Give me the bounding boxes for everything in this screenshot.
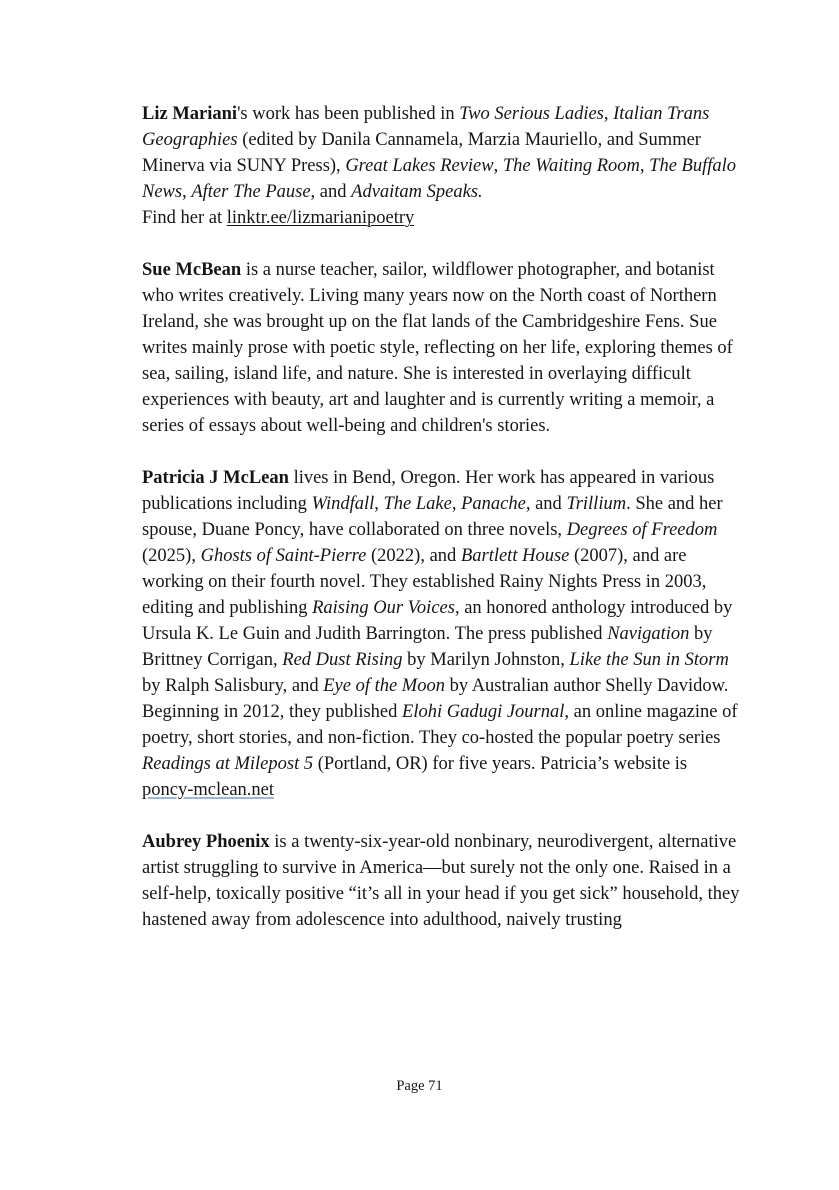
bio-paragraph-patricia-mclean [142, 465, 740, 803]
text-run: The Buffalo News [142, 156, 737, 202]
bio-paragraph-sue-mcbean [142, 257, 740, 439]
text-run: , [639, 156, 650, 176]
text-run: , and [525, 494, 567, 514]
text-run: by Brittney Corrigan, [142, 624, 713, 670]
text-run: lives in Bend, Oregon. Her work has appeared in various publications including [142, 468, 715, 514]
text-run: Like the Sun in Storm [569, 650, 729, 670]
text-run: . She and her spouse, Duane Poncy, have collaborated on three novels, [142, 494, 723, 540]
text-run: (2022), and [366, 546, 461, 566]
bio-paragraph-liz-mariani [142, 101, 740, 231]
text-run: , [182, 182, 192, 202]
text-run: Elohi Gadugi Journal [402, 702, 565, 722]
linktr-ee-link[interactable]: linktr.ee/lizmarianipoetry [226, 208, 415, 228]
text-run: , [493, 156, 503, 176]
text-run: (2025), [142, 546, 201, 566]
text-run: Panache [461, 494, 526, 514]
text-run: is a twenty-six-year-old nonbinary, neurodivergent, alternative artist struggling to survive in America—but surely not the only one. Raised in a self-help, toxically positive “it’s all in your head if you get sick” household, they hastened away from adolescence into adulthood, naively trusting [142, 832, 740, 930]
text-run: Ghosts of Saint-Pierre [200, 546, 367, 566]
text-run: Italian Trans Geographies [142, 104, 710, 150]
text-run: Bartlett House [460, 546, 570, 566]
text-run: (edited by Danila Cannamela, Marzia Mauriello, and Summer Minerva via SUNY Press), [142, 130, 701, 176]
text-run: , [603, 104, 614, 124]
text-run: Navigation [607, 624, 690, 644]
text-run: 's work has been published in [237, 104, 460, 124]
bio-paragraph-aubrey-phoenix [142, 829, 740, 933]
text-run: Raising Our Voices [312, 598, 455, 618]
text-run: After The Pause [191, 182, 311, 202]
text-run: is a nurse teacher, sailor, wildflower photographer, and botanist who writes creatively. Living many years now on the North coast of Northern Ireland, she was brought up on the flat lands of the Cambridgeshire Fens. Sue writes mainly prose with poetic style, reflecting on her life, exploring themes of sea, sailing, island life, and nature. She is interested in overlaying difficult experiences with beauty, art and laughter and is currently writing a memoir, a series of essays about well-being and children's stories. [142, 260, 733, 436]
text-run: Eye of the Moon [323, 676, 445, 696]
text-run: , [451, 494, 462, 514]
poncy-mclean-link[interactable]: poncy-mclean.net [142, 780, 275, 800]
text-run: The Waiting Room [502, 156, 640, 176]
author-name-liz-mariani: Liz Mariani [142, 104, 238, 124]
text-run: Readings at Milepost 5 [142, 754, 314, 774]
page-body-text [142, 101, 740, 959]
text-run: Find her at [142, 208, 227, 228]
text-run: (2007), and are working on their fourth novel. They established Rainy Nights Press in 2003, editing and publishing [142, 546, 707, 618]
text-run: by Ralph Salisbury, and [142, 676, 324, 696]
author-name-patricia-mclean: Patricia J McLean [142, 468, 289, 488]
text-run: , and [310, 182, 352, 202]
text-run: Great Lakes Review [345, 156, 494, 176]
text-run: , an honored anthology introduced by Ursula K. Le Guin and Judith Barrington. The press published [142, 598, 733, 644]
text-run: Two Serious Ladies [459, 104, 604, 124]
page-number: Page 71 [396, 1078, 443, 1094]
text-run: by Australian author Shelly Davidow. Beginning in 2012, they published [142, 676, 729, 722]
text-run: Advaitam Speaks. [351, 182, 483, 202]
text-run: , an online magazine of poetry, short stories, and non-fiction. They co-hosted the popular poetry series [142, 702, 738, 748]
text-run: Windfall [311, 494, 375, 514]
text-run: Trillium [566, 494, 627, 514]
text-run: The Lake [383, 494, 452, 514]
text-run: , [374, 494, 384, 514]
author-name-sue-mcbean: Sue McBean [142, 260, 242, 280]
author-name-aubrey-phoenix: Aubrey Phoenix [142, 832, 270, 852]
text-run: Degrees of Freedom [566, 520, 718, 540]
text-run: by Marilyn Johnston, [402, 650, 570, 670]
text-run: Red Dust Rising [282, 650, 403, 670]
text-run: (Portland, OR) for five years. Patricia’s website is [313, 754, 688, 774]
